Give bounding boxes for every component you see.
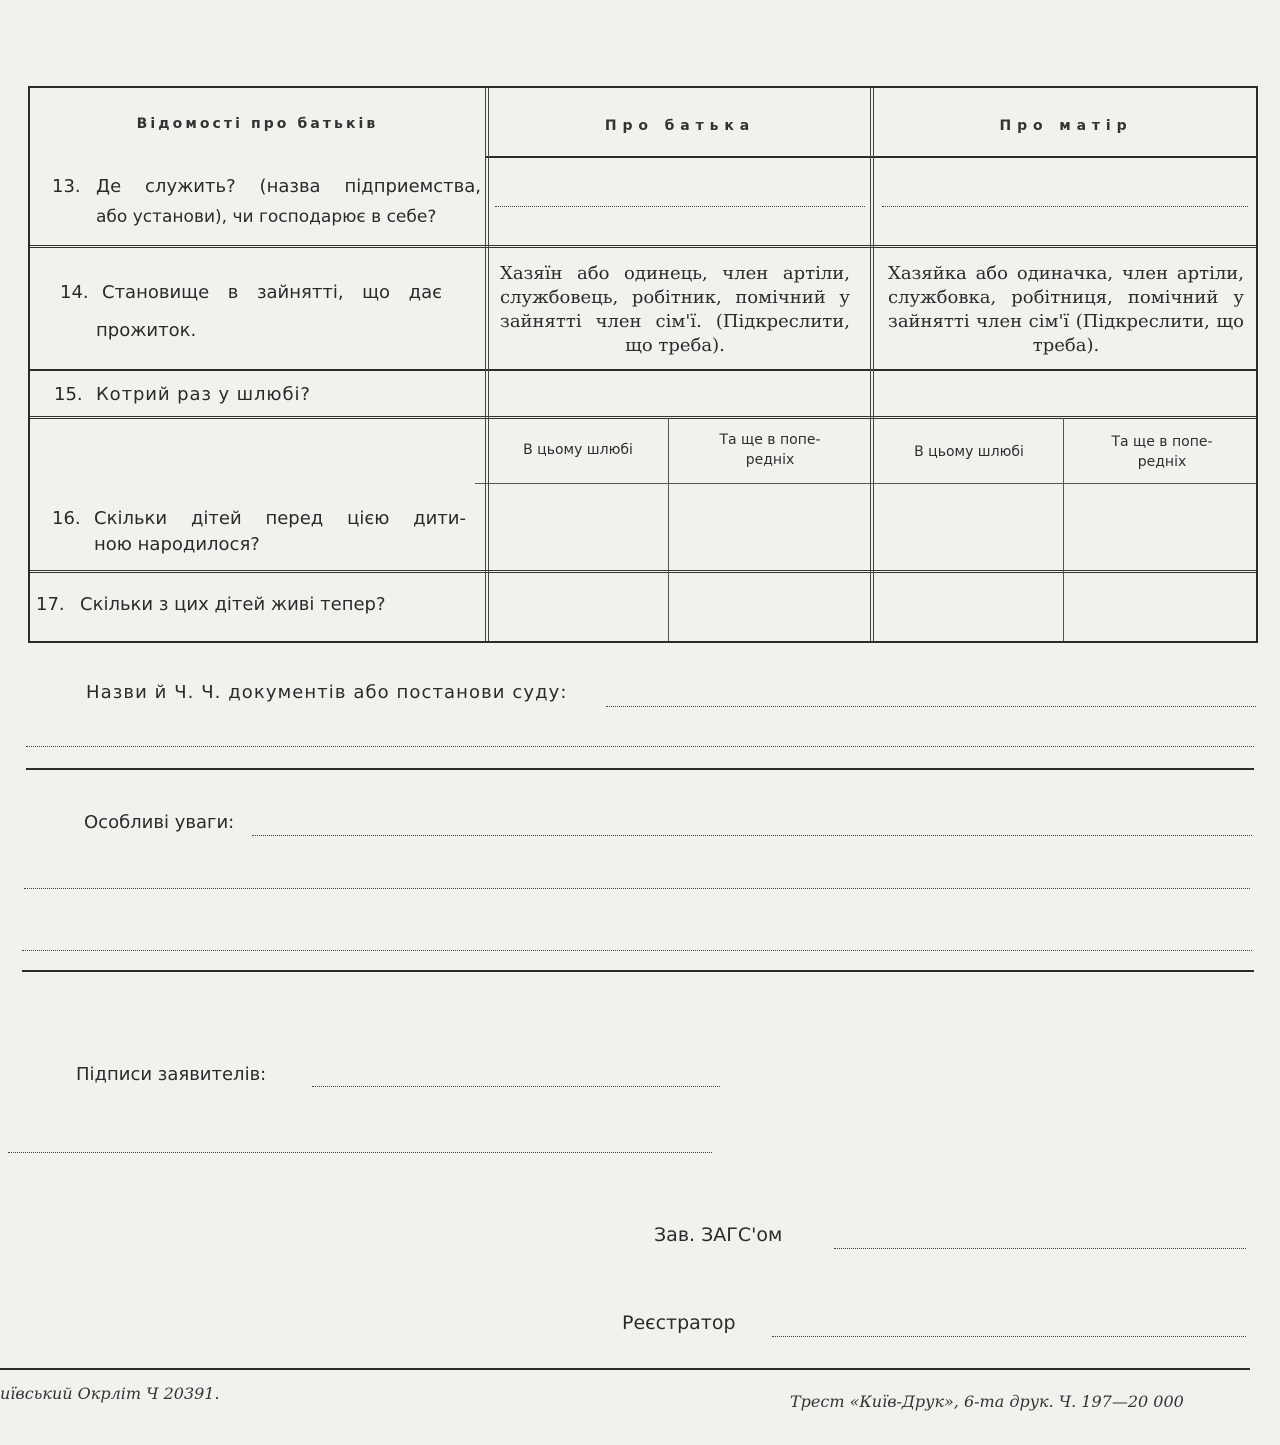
- question-17-text: Скільки з цих дітей живі тепер?: [80, 594, 386, 615]
- col-divider-mother-sub: [1063, 418, 1064, 641]
- footer-rule: [0, 1368, 1250, 1370]
- registrar-signature-line[interactable]: [772, 1336, 1246, 1337]
- question-15-number: 15.: [54, 384, 83, 405]
- question-13-line1: Де служить? (назва підприемства,: [96, 176, 481, 197]
- question-14-line1: Становище в зайнятті, що дає: [102, 282, 442, 303]
- mother-previous-header-line2: редніх: [1137, 454, 1187, 470]
- question-17-number: 17.: [36, 594, 65, 615]
- father-this-marriage-header: В цьому шлюбі: [523, 442, 633, 458]
- signatures-line-1[interactable]: [312, 1086, 720, 1087]
- question-14-number: 14.: [60, 282, 89, 303]
- question-16-line2: ною народилося?: [94, 534, 260, 555]
- remarks-line-2[interactable]: [24, 888, 1250, 889]
- remarks-section-rule: [22, 970, 1254, 972]
- registrar-label: Реєстратор: [622, 1312, 736, 1334]
- question-14-line2: прожиток.: [96, 320, 197, 341]
- signatures-label: Підписи заявителів:: [76, 1064, 267, 1085]
- father-previous-header-line1: Та ще в попе-: [719, 432, 821, 448]
- footer-right-imprint: Трест «Київ-Друк», 6-та друк. Ч. 197—20 000: [790, 1392, 1184, 1411]
- subheader-bottom-line: [475, 483, 1256, 484]
- father-previous-header-line2: редніх: [745, 452, 795, 468]
- mother-occupation-options[interactable]: Хазяйка або одиначка, член артіли, службовка, робітниця, помічний у зайнятті член сім'ї (Підкреслити, що треба).: [888, 263, 1244, 356]
- remarks-line-3[interactable]: [22, 950, 1252, 951]
- remarks-label: Особливі уваги:: [84, 812, 235, 833]
- father-workplace-line[interactable]: [495, 206, 865, 207]
- head-label: Зав. ЗАГС'ом: [654, 1224, 783, 1246]
- row14-bottom-line: [30, 369, 1256, 371]
- documents-section-rule: [26, 768, 1254, 770]
- question-13-number: 13.: [52, 176, 81, 197]
- documents-line-2[interactable]: [26, 746, 1254, 747]
- header-about-mother: Про матір: [999, 118, 1133, 134]
- question-15-text: Котрий раз у шлюбі?: [96, 384, 311, 405]
- header-about-father: Про батька: [604, 118, 756, 134]
- signatures-line-2[interactable]: [8, 1152, 712, 1153]
- row16-bottom-line: [30, 570, 1256, 573]
- mother-previous-header-line1: Та ще в попе-: [1111, 434, 1213, 450]
- father-occupation-options[interactable]: Хазяїн або одинець, член артіли, службовець, робітник, помічний у зайнятті член сім'ї. (Підкреслити, що треба).: [500, 263, 850, 356]
- mother-workplace-line[interactable]: [882, 206, 1248, 207]
- question-13-line2: або установи), чи господарює в себе?: [96, 207, 437, 227]
- head-signature-line[interactable]: [834, 1248, 1246, 1249]
- col-divider-father-mother: [870, 88, 874, 641]
- question-16-number: 16.: [52, 508, 81, 529]
- header-parents-info: Відомості про батьків: [136, 116, 379, 132]
- parents-info-table: [28, 86, 1258, 643]
- mother-this-marriage-header: В цьому шлюбі: [914, 444, 1024, 460]
- row13-bottom-line: [30, 245, 1256, 248]
- row15-bottom-line: [30, 416, 1256, 419]
- documents-line-1[interactable]: [606, 706, 1256, 707]
- remarks-line-1[interactable]: [252, 835, 1252, 836]
- col-divider-father-sub: [668, 418, 669, 641]
- documents-label: Назви й Ч. Ч. документів або постанови суду:: [86, 682, 568, 703]
- footer-left-imprint: иївський Окрліт Ч 20391.: [0, 1384, 220, 1403]
- col-divider-question: [485, 88, 489, 641]
- question-16-line1: Скільки дітей перед цією дити-: [94, 508, 466, 529]
